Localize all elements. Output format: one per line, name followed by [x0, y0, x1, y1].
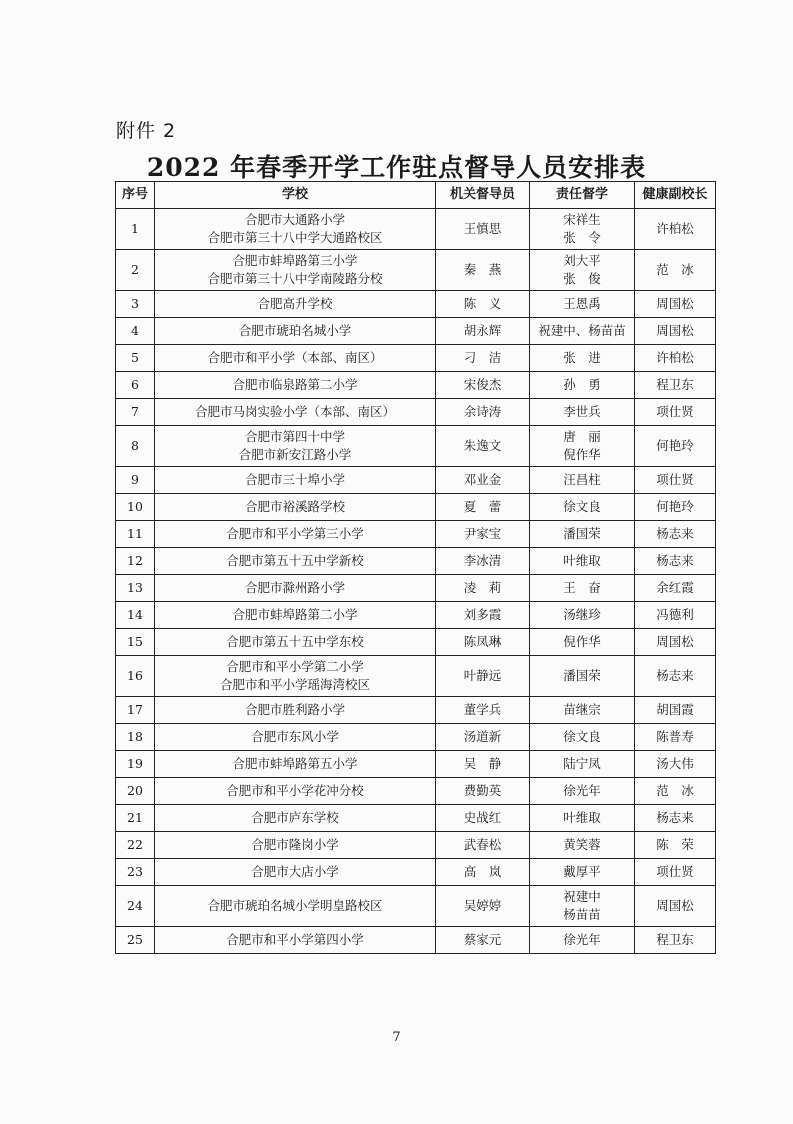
cell-health [635, 656, 716, 697]
cell-health [635, 859, 716, 886]
cell-health [635, 399, 716, 426]
cell-health-line: 陈 荣 [656, 837, 694, 852]
cell-school-line: 合肥市三十埠小学 [244, 472, 345, 487]
table-row [116, 656, 716, 697]
cell-supervisor-line: 汤道新 [463, 729, 502, 744]
header-supervisor: 机关督导员 [436, 182, 530, 209]
cell-supervisor-line: 刘多霞 [463, 607, 502, 622]
cell-no: 24 [116, 886, 155, 927]
table-row [116, 372, 716, 399]
cell-health-line: 范 冰 [656, 783, 694, 798]
cell-health-line: 许柏松 [656, 221, 694, 236]
cell-school-line: 合肥市第五十五中学东校 [226, 634, 364, 649]
cell-inspector-line: 张 进 [563, 350, 601, 365]
cell-supervisor-line: 陈凤琳 [463, 634, 502, 649]
cell-inspector [530, 372, 635, 399]
cell-health-line: 杨志来 [656, 553, 694, 568]
cell-supervisor [436, 521, 530, 548]
cell-health-line: 杨志来 [656, 810, 694, 825]
schedule-table [115, 181, 716, 954]
cell-no: 10 [116, 494, 155, 521]
cell-inspector [530, 291, 635, 318]
cell-inspector-line: 汤继珍 [563, 607, 601, 622]
cell-health [635, 426, 716, 467]
table-row [116, 805, 716, 832]
cell-school [155, 751, 436, 778]
cell-supervisor-line: 宋俊杰 [463, 377, 502, 392]
table-row [116, 859, 716, 886]
cell-school-line: 合肥市和平小学第二小学 [226, 659, 364, 674]
cell-school [155, 697, 436, 724]
cell-supervisor [436, 318, 530, 345]
cell-school [155, 548, 436, 575]
cell-inspector-line: 祝建中、杨苗苗 [538, 323, 626, 338]
cell-school-line: 合肥市琥珀名城小学明皇路校区 [207, 898, 383, 913]
cell-school-line: 合肥市第三十八中学大通路校区 [207, 230, 383, 245]
cell-health [635, 250, 716, 291]
cell-supervisor [436, 602, 530, 629]
cell-supervisor-line: 陈 义 [463, 296, 502, 311]
cell-supervisor [436, 832, 530, 859]
cell-health [635, 494, 716, 521]
cell-school-line: 合肥高升学校 [257, 296, 333, 311]
cell-inspector-line: 张 俊 [563, 271, 601, 286]
cell-health-line: 余红霞 [656, 580, 694, 595]
cell-supervisor [436, 291, 530, 318]
cell-health-line: 程卫东 [656, 377, 694, 392]
cell-no: 13 [116, 575, 155, 602]
cell-school [155, 778, 436, 805]
cell-inspector-line: 叶维取 [563, 810, 601, 825]
table-body [116, 209, 716, 954]
cell-inspector-line: 潘国荣 [563, 668, 601, 683]
cell-school [155, 724, 436, 751]
cell-no: 16 [116, 656, 155, 697]
cell-health-line: 周国松 [656, 634, 694, 649]
cell-no: 20 [116, 778, 155, 805]
cell-health-line: 许柏松 [656, 350, 694, 365]
cell-supervisor-line: 史战红 [463, 810, 502, 825]
cell-health [635, 697, 716, 724]
table-row [116, 778, 716, 805]
cell-inspector-line: 徐光年 [563, 932, 601, 947]
table-row [116, 399, 716, 426]
cell-inspector-line: 叶维取 [563, 553, 601, 568]
cell-no: 22 [116, 832, 155, 859]
cell-health [635, 927, 716, 954]
cell-school [155, 426, 436, 467]
cell-school [155, 372, 436, 399]
cell-inspector-line: 徐文良 [563, 499, 601, 514]
cell-no: 5 [116, 345, 155, 372]
cell-supervisor [436, 575, 530, 602]
cell-health [635, 548, 716, 575]
header-no: 序号 [116, 182, 155, 209]
cell-school-line: 合肥市蚌埠路第三小学 [232, 253, 358, 268]
cell-school-line: 合肥市隆岗小学 [251, 837, 339, 852]
cell-school-line: 合肥市滁州路小学 [244, 580, 345, 595]
cell-no: 12 [116, 548, 155, 575]
cell-inspector [530, 832, 635, 859]
cell-inspector-line: 戴厚平 [563, 864, 601, 879]
cell-health-line: 项仕贤 [656, 472, 694, 487]
cell-health-line: 何艳玲 [656, 438, 694, 453]
cell-no: 11 [116, 521, 155, 548]
cell-supervisor [436, 886, 530, 927]
cell-school-line: 合肥市裕溪路学校 [244, 499, 345, 514]
cell-no: 15 [116, 629, 155, 656]
cell-school [155, 399, 436, 426]
cell-inspector-line: 倪作华 [563, 447, 601, 462]
cell-inspector [530, 521, 635, 548]
cell-no: 14 [116, 602, 155, 629]
cell-supervisor-line: 吴婷婷 [463, 898, 502, 913]
cell-inspector-line: 黄笑蓉 [563, 837, 601, 852]
cell-health [635, 602, 716, 629]
cell-school-line: 合肥市大通路小学 [244, 212, 345, 227]
cell-supervisor-line: 朱逸文 [463, 438, 502, 453]
cell-no: 17 [116, 697, 155, 724]
cell-no: 23 [116, 859, 155, 886]
cell-supervisor-line: 吴 静 [463, 756, 502, 771]
cell-inspector [530, 805, 635, 832]
cell-school-line: 合肥市和平小学（本部、南区） [207, 350, 383, 365]
cell-inspector [530, 494, 635, 521]
cell-inspector-line: 徐文良 [563, 729, 601, 744]
cell-health-line: 杨志来 [656, 526, 694, 541]
cell-supervisor [436, 724, 530, 751]
cell-school [155, 859, 436, 886]
table-row [116, 250, 716, 291]
cell-supervisor-line: 董学兵 [463, 702, 502, 717]
cell-supervisor [436, 751, 530, 778]
table-row [116, 575, 716, 602]
cell-supervisor-line: 李冰清 [463, 553, 502, 568]
page-number: 7 [392, 1030, 401, 1045]
cell-no: 7 [116, 399, 155, 426]
cell-supervisor [436, 426, 530, 467]
cell-supervisor-line: 秦 燕 [463, 262, 502, 277]
cell-inspector [530, 426, 635, 467]
cell-health-line: 冯德利 [656, 607, 694, 622]
cell-health [635, 805, 716, 832]
cell-health [635, 724, 716, 751]
cell-inspector-line: 潘国荣 [563, 526, 601, 541]
cell-school [155, 467, 436, 494]
cell-school-line: 合肥市大店小学 [251, 864, 339, 879]
cell-supervisor [436, 859, 530, 886]
cell-inspector [530, 886, 635, 927]
cell-supervisor [436, 697, 530, 724]
cell-school-line: 合肥市庐东学校 [251, 810, 339, 825]
cell-health [635, 209, 716, 250]
cell-no: 21 [116, 805, 155, 832]
cell-school [155, 629, 436, 656]
cell-supervisor [436, 629, 530, 656]
cell-supervisor-line: 凌 莉 [463, 580, 502, 595]
table-row [116, 629, 716, 656]
cell-inspector [530, 859, 635, 886]
cell-health [635, 291, 716, 318]
table-row [116, 209, 716, 250]
cell-school [155, 832, 436, 859]
table-row [116, 751, 716, 778]
cell-inspector-line: 张 令 [563, 230, 601, 245]
cell-supervisor [436, 399, 530, 426]
table-row [116, 494, 716, 521]
cell-school-line: 合肥市和平小学第四小学 [226, 932, 364, 947]
cell-health-line: 汤大伟 [656, 756, 694, 771]
table-row [116, 886, 716, 927]
cell-supervisor [436, 656, 530, 697]
page-title: 2022 年春季开学工作驻点督导人员安排表 [146, 153, 647, 182]
cell-school [155, 291, 436, 318]
cell-health-line: 胡国霞 [656, 702, 694, 717]
cell-school [155, 927, 436, 954]
cell-health [635, 886, 716, 927]
cell-supervisor [436, 372, 530, 399]
cell-health [635, 521, 716, 548]
cell-supervisor [436, 209, 530, 250]
cell-no: 1 [116, 209, 155, 250]
table-row [116, 467, 716, 494]
cell-school-line: 合肥市新安江路小学 [238, 447, 352, 462]
cell-supervisor-line: 胡永辉 [463, 323, 502, 338]
cell-inspector-line: 王恩禹 [563, 296, 601, 311]
cell-supervisor-line: 王慎思 [463, 221, 502, 236]
cell-health-line: 周国松 [656, 323, 694, 338]
header-school: 学校 [155, 182, 436, 209]
cell-school-line: 合肥市东风小学 [251, 729, 339, 744]
cell-supervisor-line: 叶静远 [463, 668, 502, 683]
cell-inspector-line: 祝建中 [563, 889, 601, 904]
cell-school-line: 合肥市马岗实验小学（本部、南区） [194, 404, 395, 419]
cell-inspector-line: 杨苗苗 [563, 907, 601, 922]
cell-health [635, 751, 716, 778]
cell-inspector [530, 927, 635, 954]
cell-inspector-line: 唐 丽 [563, 429, 601, 444]
cell-no: 8 [116, 426, 155, 467]
cell-inspector [530, 697, 635, 724]
cell-inspector [530, 345, 635, 372]
cell-health [635, 467, 716, 494]
cell-inspector [530, 399, 635, 426]
cell-school [155, 805, 436, 832]
cell-health-line: 周国松 [656, 898, 694, 913]
cell-supervisor [436, 548, 530, 575]
cell-health [635, 778, 716, 805]
table-row [116, 548, 716, 575]
cell-school [155, 494, 436, 521]
cell-school [155, 345, 436, 372]
cell-school [155, 209, 436, 250]
cell-no: 6 [116, 372, 155, 399]
header-inspector: 责任督学 [530, 182, 635, 209]
header-health: 健康副校长 [635, 182, 716, 209]
cell-inspector-line: 李世兵 [563, 404, 601, 419]
table-row [116, 426, 716, 467]
table-row [116, 318, 716, 345]
cell-supervisor-line: 夏 蕾 [463, 499, 502, 514]
table-row [116, 697, 716, 724]
cell-health-line: 项仕贤 [656, 864, 694, 879]
cell-health-line: 陈普寿 [656, 729, 694, 744]
cell-supervisor-line: 蔡家元 [463, 932, 502, 947]
cell-health [635, 575, 716, 602]
cell-no: 3 [116, 291, 155, 318]
cell-school-line: 合肥市和平小学第三小学 [226, 526, 364, 541]
cell-supervisor [436, 345, 530, 372]
cell-inspector-line: 宋祥生 [563, 212, 601, 227]
cell-no: 4 [116, 318, 155, 345]
cell-health [635, 372, 716, 399]
cell-health [635, 832, 716, 859]
table-row [116, 832, 716, 859]
cell-health-line: 何艳玲 [656, 499, 694, 514]
table-row [116, 724, 716, 751]
cell-school-line: 合肥市琥珀名城小学 [238, 323, 352, 338]
cell-supervisor-line: 费勤英 [463, 783, 502, 798]
cell-supervisor-line: 余诗涛 [463, 404, 502, 419]
cell-inspector [530, 209, 635, 250]
cell-supervisor [436, 250, 530, 291]
cell-health [635, 318, 716, 345]
cell-school [155, 521, 436, 548]
table-row [116, 345, 716, 372]
cell-inspector [530, 778, 635, 805]
cell-inspector [530, 751, 635, 778]
cell-inspector [530, 250, 635, 291]
table-row [116, 602, 716, 629]
cell-school-line: 合肥市临泉路第二小学 [232, 377, 358, 392]
table-header-row [116, 182, 716, 209]
cell-school-line: 合肥市蚌埠路第二小学 [232, 607, 358, 622]
cell-inspector [530, 318, 635, 345]
cell-supervisor [436, 494, 530, 521]
cell-school-line: 合肥市和平小学瑶海湾校区 [219, 677, 370, 692]
cell-school [155, 886, 436, 927]
cell-supervisor [436, 467, 530, 494]
cell-health-line: 范 冰 [656, 262, 694, 277]
cell-inspector [530, 467, 635, 494]
cell-inspector-line: 陆宁凤 [563, 756, 601, 771]
cell-school [155, 250, 436, 291]
cell-health-line: 杨志来 [656, 668, 694, 683]
table-row [116, 291, 716, 318]
cell-inspector-line: 孙 勇 [563, 377, 601, 392]
cell-school-line: 合肥市胜利路小学 [244, 702, 345, 717]
cell-no: 9 [116, 467, 155, 494]
cell-no: 18 [116, 724, 155, 751]
cell-supervisor-line: 尹家宝 [463, 526, 502, 541]
cell-school-line: 合肥市和平小学花冲分校 [226, 783, 364, 798]
cell-school-line: 合肥市第三十八中学南陵路分校 [207, 271, 383, 286]
cell-inspector-line: 苗继宗 [563, 702, 601, 717]
cell-inspector-line: 徐光年 [563, 783, 601, 798]
cell-school-line: 合肥市第四十中学 [244, 429, 345, 444]
cell-supervisor [436, 927, 530, 954]
cell-inspector [530, 602, 635, 629]
cell-supervisor [436, 805, 530, 832]
cell-school [155, 575, 436, 602]
cell-health-line: 周国松 [656, 296, 694, 311]
cell-school-line: 合肥市蚌埠路第五小学 [232, 756, 358, 771]
cell-inspector-line: 倪作华 [563, 634, 601, 649]
cell-school-line: 合肥市第五十五中学新校 [226, 553, 364, 568]
cell-inspector-line: 王 奋 [563, 580, 601, 595]
table-row [116, 927, 716, 954]
cell-no: 25 [116, 927, 155, 954]
cell-supervisor-line: 刁 洁 [463, 350, 502, 365]
cell-no: 2 [116, 250, 155, 291]
cell-health [635, 345, 716, 372]
cell-inspector-line: 刘大平 [563, 253, 601, 268]
cell-inspector [530, 575, 635, 602]
cell-health [635, 629, 716, 656]
cell-school [155, 656, 436, 697]
cell-inspector [530, 656, 635, 697]
cell-health-line: 项仕贤 [656, 404, 694, 419]
cell-inspector [530, 629, 635, 656]
cell-supervisor [436, 778, 530, 805]
cell-inspector-line: 汪昌柱 [563, 472, 601, 487]
cell-no: 19 [116, 751, 155, 778]
attachment-label: 附件 2 [116, 120, 177, 142]
table-row [116, 521, 716, 548]
cell-school [155, 318, 436, 345]
cell-inspector [530, 724, 635, 751]
cell-health-line: 程卫东 [656, 932, 694, 947]
cell-school [155, 602, 436, 629]
cell-supervisor-line: 邓业金 [463, 472, 502, 487]
cell-supervisor-line: 武春松 [463, 837, 502, 852]
cell-supervisor-line: 高 岚 [463, 864, 502, 879]
cell-inspector [530, 548, 635, 575]
